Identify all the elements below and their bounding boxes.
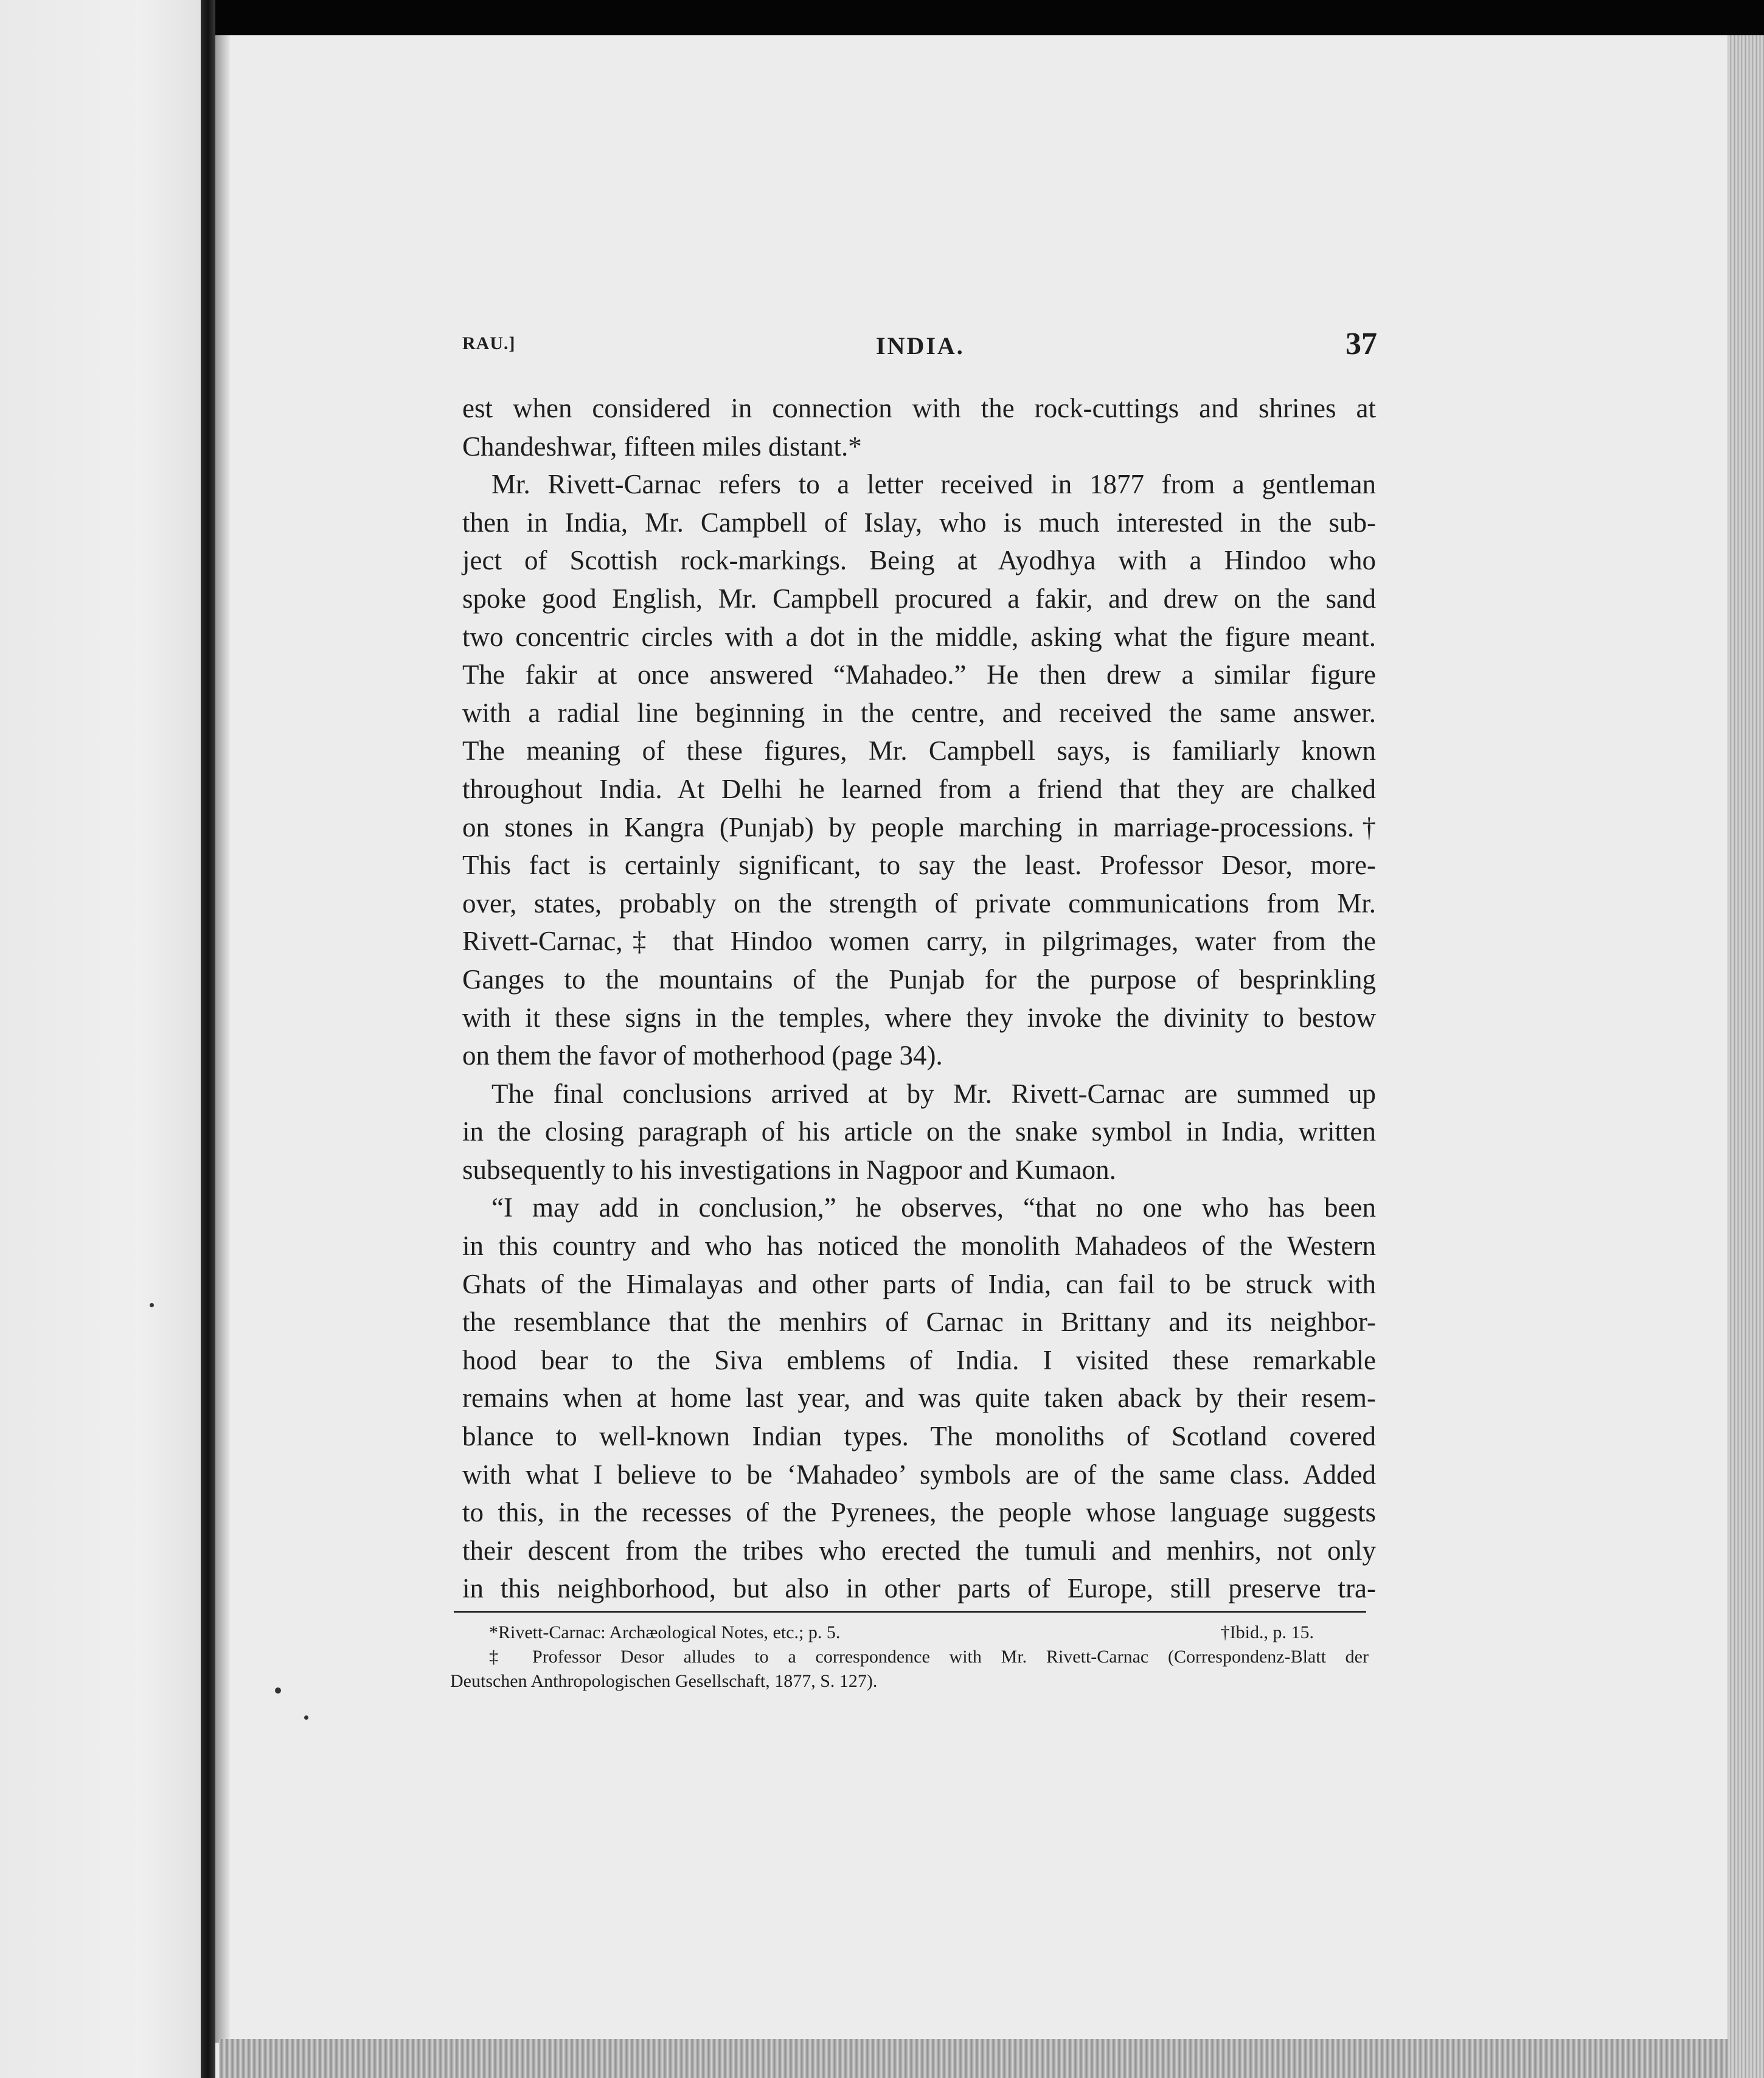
footnotes: [450, 1621, 1369, 1694]
text-line: the resemblance that the menhirs of Carnac in Brittany and its neighbor-: [462, 1307, 1376, 1338]
text-line: in this neighborhood, but also in other parts of Europe, still preserve tra-: [462, 1573, 1376, 1604]
text-line: The fakir at once answered “Mahadeo.” He then drew a similar figure: [462, 659, 1376, 690]
text-line: on stones in Kangra (Punjab) by people marching in marriage-processions.†: [462, 811, 1376, 843]
gutter-shadow: [215, 35, 230, 2043]
paragraph: [462, 1075, 1376, 1189]
footnote-double-dagger-cont: Deutschen Anthropologischen Gesellschaft, 1877, S. 127).: [450, 1671, 878, 1691]
text-line: over, states, probably on the strength of private communications from Mr.: [462, 888, 1376, 919]
text-line: subsequently to his investigations in Nagpoor and Kumaon.: [462, 1154, 1116, 1185]
text-line: remains when at home last year, and was quite taken aback by their resem-: [462, 1383, 1376, 1414]
text-line: in this country and who has noticed the monolith Mahadeos of the Western: [462, 1231, 1376, 1262]
scan-speck: [275, 1687, 281, 1694]
footnote-double-dagger: ‡ Professor Desor alludes to a correspondence with Mr. Rivett-Carnac (Correspondenz-Blatt der: [489, 1647, 1369, 1667]
paragraph: [462, 1189, 1376, 1608]
page-number: 37: [1346, 327, 1377, 361]
footnote-1: [450, 1621, 1369, 1645]
text-line: Ganges to the mountains of the Punjab for the purpose of besprinkling: [462, 964, 1376, 995]
text-line: with it these signs in the temples, where they invoke the divinity to bestow: [462, 1002, 1376, 1033]
text-line: “I may add in conclusion,” he observes, “that no one who has been: [491, 1192, 1376, 1223]
book-gutter: [201, 0, 215, 2078]
text-line: spoke good English, Mr. Campbell procured a fakir, and drew on the sand: [462, 583, 1376, 614]
page-stack-edge-right: [1728, 35, 1764, 2078]
text-line: The final conclusions arrived at by Mr. Rivett-Carnac are summed up: [491, 1078, 1376, 1109]
paragraph: [462, 465, 1376, 1075]
scan-speck: [304, 1715, 308, 1720]
text-line: ject of Scottish rock-markings. Being at Ayodhya with a Hindoo who: [462, 545, 1376, 576]
text-line: Rivett-Carnac,‡ that Hindoo women carry, in pilgrimages, water from the: [462, 926, 1376, 957]
text-line: with what I believe to be ‘Mahadeo’ symbols are of the same class. Added: [462, 1459, 1376, 1490]
footnote-asterisk: *Rivett-Carnac: Archæological Notes, etc.; p. 5.: [489, 1622, 841, 1642]
text-line: two concentric circles with a dot in the middle, asking what the figure meant.: [462, 621, 1376, 652]
running-head-title: INDIA.: [876, 332, 965, 360]
running-head-author: RAU.]: [462, 333, 516, 353]
text-line: in the closing paragraph of his article on the snake symbol in India, written: [462, 1116, 1376, 1147]
scan-speck: [150, 1303, 154, 1307]
footnote-dagger: †Ibid., p. 15.: [1220, 1622, 1314, 1642]
body-text: [462, 389, 1376, 1608]
text-line: Mr. Rivett-Carnac refers to a letter received in 1877 from a gentleman: [491, 469, 1376, 500]
text-line: The meaning of these figures, Mr. Campbell says, is familiarly known: [462, 735, 1376, 766]
paragraph: [462, 389, 1376, 465]
text-line: then in India, Mr. Campbell of Islay, who is much interested in the sub-: [462, 507, 1376, 538]
text-line: est when considered in connection with the rock-cuttings and shrines at: [462, 393, 1376, 423]
text-line: hood bear to the Siva emblems of India. I visited these remarkable: [462, 1344, 1376, 1375]
page-stack-edge-bottom: [219, 2039, 1728, 2078]
text-line: Ghats of the Himalayas and other parts of India, can fail to be struck with: [462, 1268, 1376, 1299]
text-line: Chandeshwar, fifteen miles distant.*: [462, 431, 862, 462]
facing-page-edge: [0, 0, 201, 2078]
text-line: blance to well-known Indian types. The monoliths of Scotland covered: [462, 1421, 1376, 1452]
text-line: to this, in the recesses of the Pyrenees, the people whose language suggests: [462, 1497, 1376, 1528]
footnote-rule: [454, 1611, 1366, 1613]
scan-top-border: [0, 0, 1764, 35]
text-line: This fact is certainly significant, to say the least. Professor Desor, more-: [462, 850, 1376, 881]
text-line: with a radial line beginning in the centre, and received the same answer.: [462, 697, 1376, 728]
text-line: their descent from the tribes who erected the tumuli and menhirs, not only: [462, 1535, 1376, 1566]
text-line: throughout India. At Delhi he learned from a friend that they are chalked: [462, 773, 1376, 804]
text-line: on them the favor of motherhood (page 34).: [462, 1040, 943, 1071]
